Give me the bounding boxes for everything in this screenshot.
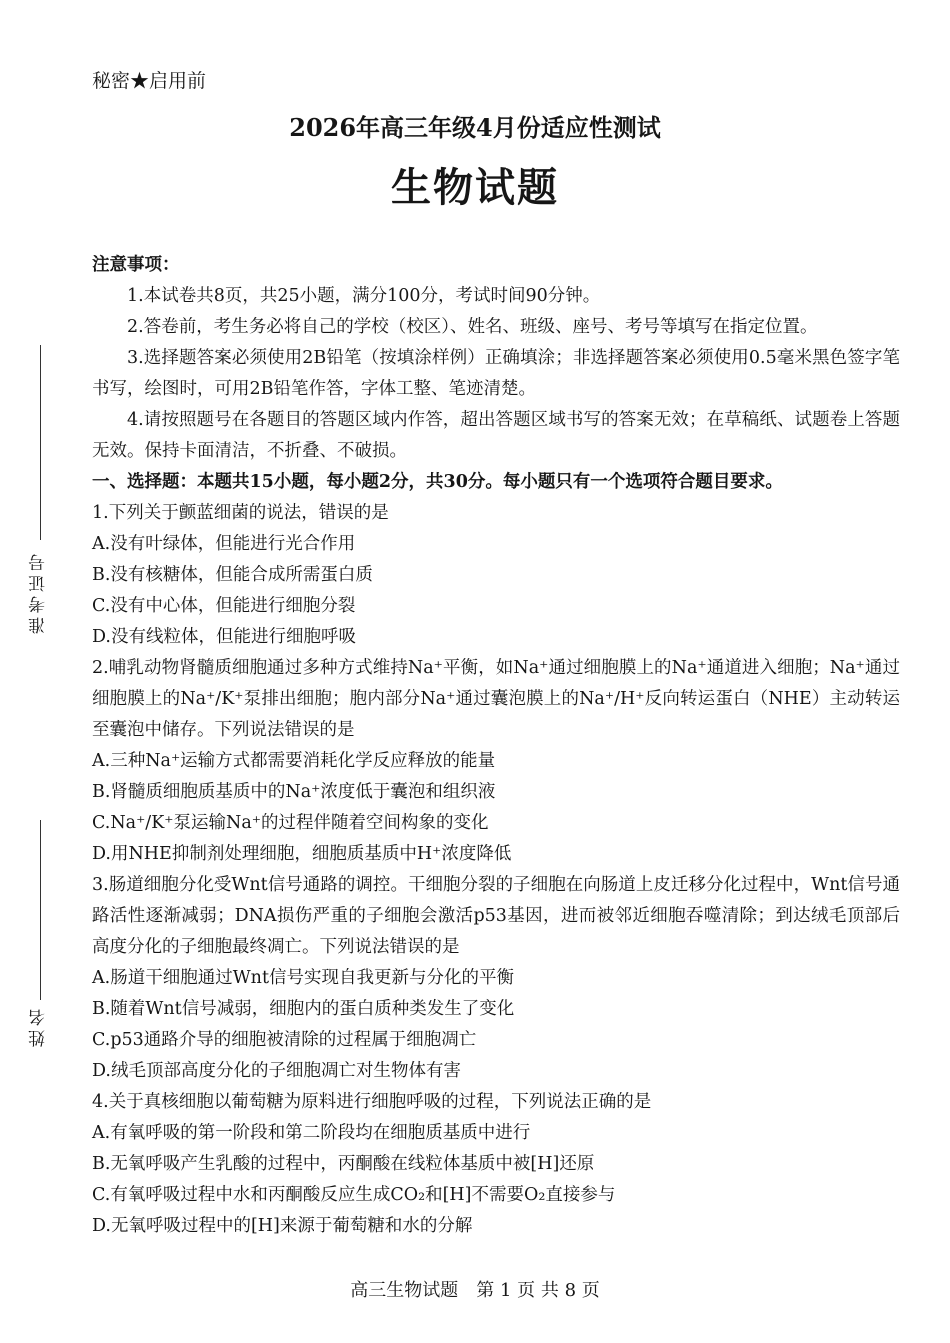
name-label: 姓名 [29, 1005, 49, 1047]
option-b: B.没有核糖体，但能合成所需蛋白质 [92, 565, 373, 585]
exam-id-line [40, 345, 41, 540]
name-line [40, 820, 41, 1000]
question-3 [92, 870, 900, 1087]
option-d: D.用NHE抑制剂处理细胞，细胞质基质中H⁺浓度降低 [92, 844, 512, 864]
option-c: C.没有中心体，但能进行细胞分裂 [92, 596, 356, 616]
section-heading: 一、选择题：本题共15小题，每小题2分，共30分。每小题只有一个选项符合题目要求。 [92, 472, 783, 492]
notice-item: 4.请按照题号在各题目的答题区域内作答，超出答题区域书写的答案无效；在草稿纸、试题卷上答题无效。保持卡面清洁，不折叠、不破损。 [92, 410, 900, 461]
option-a: A.有氧呼吸的第一阶段和第二阶段均在细胞质基质中进行 [92, 1123, 531, 1143]
option-b: B.肾髓质细胞质基质中的Na⁺浓度低于囊泡和组织液 [92, 782, 496, 802]
option-c: C.p53通路介导的细胞被清除的过程属于细胞凋亡 [92, 1030, 477, 1050]
option-d: D.没有线粒体，但能进行细胞呼吸 [92, 627, 356, 647]
page-footer: 高三生物试题 第 1 页 共 8 页 [350, 1280, 600, 1301]
question-stem: 2.哺乳动物肾髓质细胞通过多种方式维持Na⁺平衡，如Na⁺通过细胞膜上的Na⁺通道进入细胞；Na⁺通过细胞膜上的Na⁺/K⁺泵排出细胞；胞内部分Na⁺通过囊泡膜上的Na⁺/H⁺反向转运蛋白（NHE）主动转运至囊泡中储存。下列说法错误的是 [92, 658, 900, 740]
notice-item: 3.选择题答案必须使用2B铅笔（按填涂样例）正确填涂；非选择题答案必须使用0.5毫米黑色签字笔书写，绘图时，可用2B铅笔作答，字体工整、笔迹清楚。 [92, 348, 900, 399]
question-stem: 1.下列关于颤蓝细菌的说法，错误的是 [92, 503, 389, 523]
question-stem: 3.肠道细胞分化受Wnt信号通路的调控。干细胞分裂的子细胞在向肠道上皮迁移分化过程中，Wnt信号通路活性逐渐减弱；DNA损伤严重的子细胞会激活p53基因，进而被邻近细胞吞噬清除；到达绒毛顶部后高度分化的子细胞最终凋亡。下列说法错误的是 [92, 875, 900, 957]
option-a: A.没有叶绿体，但能进行光合作用 [92, 534, 356, 554]
question-stem: 4.关于真核细胞以葡萄糖为原料进行细胞呼吸的过程，下列说法正确的是 [92, 1092, 652, 1112]
notice-item: 2.答卷前，考生务必将自己的学校（校区）、姓名、班级、座号、考号等填写在指定位置。 [127, 317, 818, 337]
option-a: A.三种Na⁺运输方式都需要消耗化学反应释放的能量 [92, 751, 496, 771]
option-d: D.无氧呼吸过程中的[H]来源于葡萄糖和水的分解 [92, 1216, 473, 1236]
question-1 [92, 498, 900, 653]
exam-content [92, 250, 900, 1242]
confidential-mark: 秘密★启用前 [92, 70, 207, 92]
option-c: C.有氧呼吸过程中水和丙酮酸反应生成CO₂和[H]不需要O₂直接参与 [92, 1185, 616, 1205]
exam-subtitle: 2026年高三年级4月份适应性测试 [289, 113, 661, 142]
notice-item: 1.本试卷共8页，共25小题，满分100分，考试时间90分钟。 [127, 286, 601, 306]
option-b: B.随着Wnt信号减弱，细胞内的蛋白质种类发生了变化 [92, 999, 515, 1019]
exam-id-label: 准考证号 [29, 550, 49, 634]
question-4 [92, 1087, 900, 1242]
option-c: C.Na⁺/K⁺泵运输Na⁺的过程伴随着空间构象的变化 [92, 813, 489, 833]
option-a: A.肠道干细胞通过Wnt信号实现自我更新与分化的平衡 [92, 968, 514, 988]
question-2 [92, 653, 900, 870]
exam-title: 生物试题 [391, 164, 559, 211]
option-d: D.绒毛顶部高度分化的子细胞凋亡对生物体有害 [92, 1061, 461, 1081]
option-b: B.无氧呼吸产生乳酸的过程中，丙酮酸在线粒体基质中被[H]还原 [92, 1154, 595, 1174]
notice-heading: 注意事项： [92, 255, 180, 275]
